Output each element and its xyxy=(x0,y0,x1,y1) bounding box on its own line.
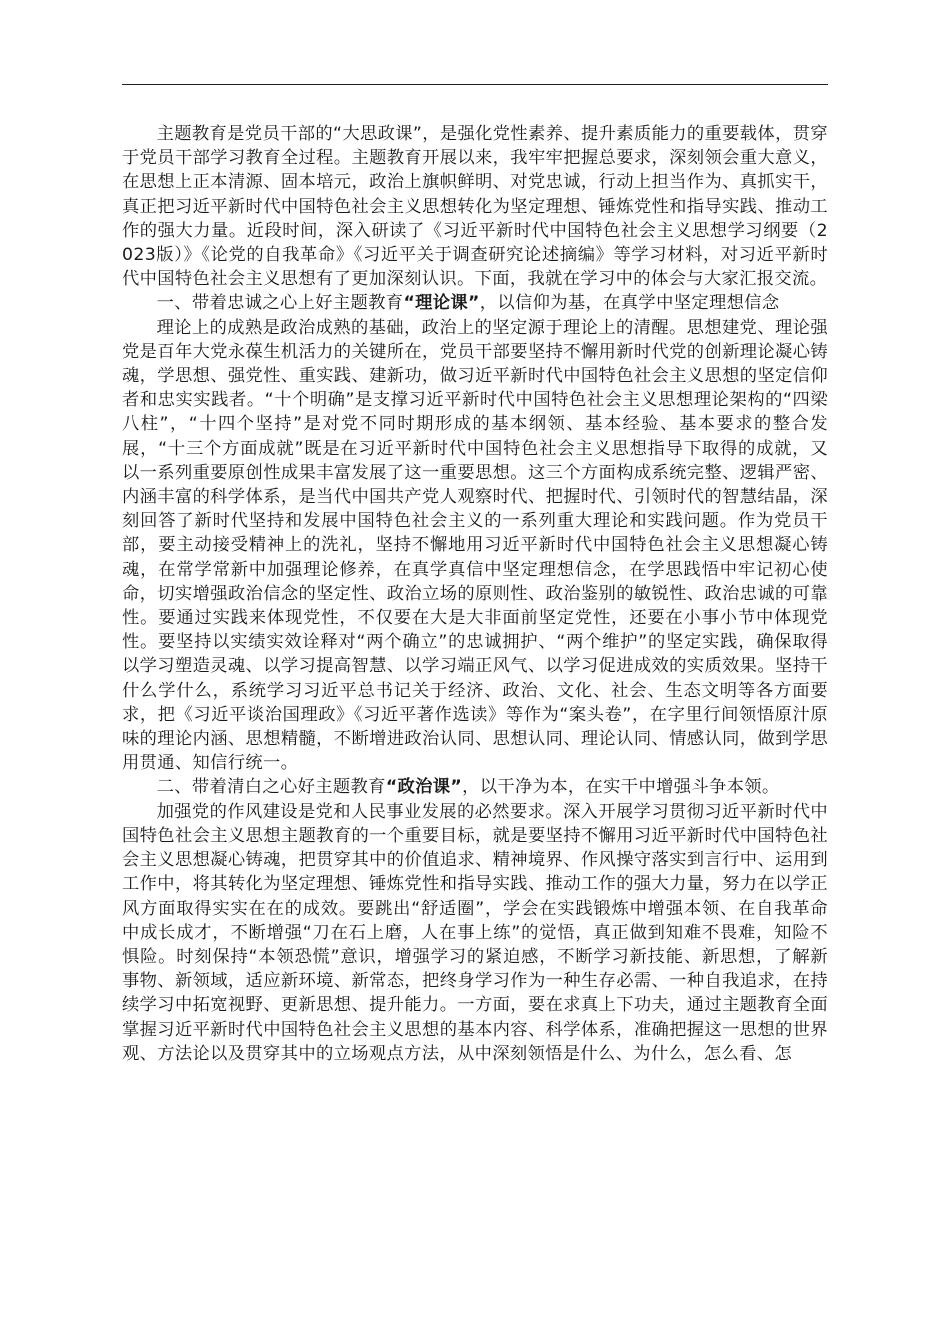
intro-paragraph: 主题教育是党员干部的“大思政课”，是强化党性素养、提升素质能力的重要载体，贯穿于党员干部学习教育全过程。主题教育开展以来，我牢牢把握总要求，深刻领会重大意义，在思想上正本清源、固本培元，政治上旗帜鲜明、对党忠诚，行动上担当作为、真抓实干，真正把习近平新时代中国特色社会主义思想转化为坚定理想、锤炼党性和指导实践、推动工作的强大力量。近段时间，深入研读了《习近平新时代中国特色社会主义思想学习纲要（2023版）》《论党的自我革命》《习近平关于调查研究论述摘编》等学习材料，对习近平新时代中国特色社会主义思想有了更加深刻认识。下面，我就在学习中的体会与大家汇报交流。 xyxy=(122,124,828,290)
section-heading-2-prefix: 二、带着清白之心好主题教育 xyxy=(156,777,386,798)
section-2-paragraph: 加强党的作风建设是党和人民事业发展的必然要求。深入开展学习贯彻习近平新时代中国特色社会主义思想主题教育的一个重要目标，就是要坚持不懈用习近平新时代中国特色社会主义思想凝心铸魂，把贯穿其中的价值追求、精神境界、作风操守落实到言行中、运用到工作中，将其转化为坚定理想、锤炼党性和指导实践、推动工作的强大力量，努力在以学正风方面取得实实在在的成效。要跳出“舒适圈”，学会在实践锻炼中增强本领、在自我革命中成长成才，不断增强“刀在石上磨，人在事上练”的觉悟，真正做到知难不畏难，知险不惧险。时刻保持“本领恐慌”意识，增强学习的紧迫感，不断学习新技能、新思想，了解新事物、新领域，适应新环境、新常态，把终身学习作为一种生存必需、一种自我追求，在持续学习中拓宽视野、更新思想、提升能力。一方面，要在求真上下功夫，通过主题教育全面掌握习近平新时代中国特色社会主义思想的基本内容、科学体系，准确把握这一思想的世界观、方法论以及贯穿其中的立场观点方法，从中深刻领悟是什么、为什么，怎么看、怎 xyxy=(122,801,828,1064)
section-heading-1-emphasis: “理论课” xyxy=(403,293,480,314)
section-heading-1 xyxy=(122,291,828,315)
section-heading-2 xyxy=(122,775,828,799)
section-heading-2-emphasis: “政治课” xyxy=(385,777,463,798)
document-body xyxy=(122,122,828,1066)
section-heading-2-suffix: ，以干净为本，在实干中增强斗争本领。 xyxy=(462,777,780,798)
section-heading-1-prefix: 一、带着忠诚之心上好主题教育 xyxy=(156,293,404,314)
section-1-paragraph: 理论上的成熟是政治成熟的基础，政治上的坚定源于理论上的清醒。思想建党、理论强党是百年大党永葆生机活力的关键所在，党员干部要坚持不懈用新时代党的创新理论凝心铸魂，学思想、强党性、重实践、建新功，做习近平新时代中国特色社会主义思想的坚定信仰者和忠实实践者。“十个明确”是支撑习近平新时代中国特色社会主义思想理论架构的“四梁八柱”，“十四个坚持”是对党不同时期形成的基本纲领、基本经验、基本要求的整合发展，“十三个方面成就”既是在习近平新时代中国特色社会主义思想指导下取得的成就，又以一系列重要原创性成果丰富发展了这一重要思想。这三个方面构成系统完整、逻辑严密、内涵丰富的科学体系，是当代中国共产党人观察时代、把握时代、引领时代的智慧结晶，深刻回答了新时代坚持和发展中国特色社会主义的一系列重大理论和实践问题。作为党员干部，要主动接受精神上的洗礼，坚持不懈地用习近平新时代中国特色社会主义思想凝心铸魂，在常学常新中加强理论修养，在真学真信中坚定理想信念，在学思践悟中牢记初心使命，切实增强政治信念的坚定性、政治立场的原则性、政治鉴别的敏锐性、政治忠诚的可靠性。要通过实践来体现党性，不仅要在大是大非面前坚定党性，还要在小事小节中体现党性。要坚持以实绩实效诠释对“两个确立”的忠诚拥护、“两个维护”的坚定实践，确保取得以学习塑造灵魂、以学习提高智慧、以学习端正风气、以学习促进成效的实质效果。坚持干什么学什么，系统学习习近平总书记关于经济、政治、文化、社会、生态文明等各方面要求，把《习近平谈治国理政》《习近平著作选读》等作为“案头卷”，在字里行间领悟原汁原味的理论内涵、思想精髓，不断增进政治认同、思想认同、理论认同、情感认同，做到学思用贯通、知信行统一。 xyxy=(122,317,828,774)
section-heading-1-suffix: ，以信仰为基，在真学中坚定理想信念 xyxy=(479,293,780,314)
header-rule xyxy=(122,84,828,85)
